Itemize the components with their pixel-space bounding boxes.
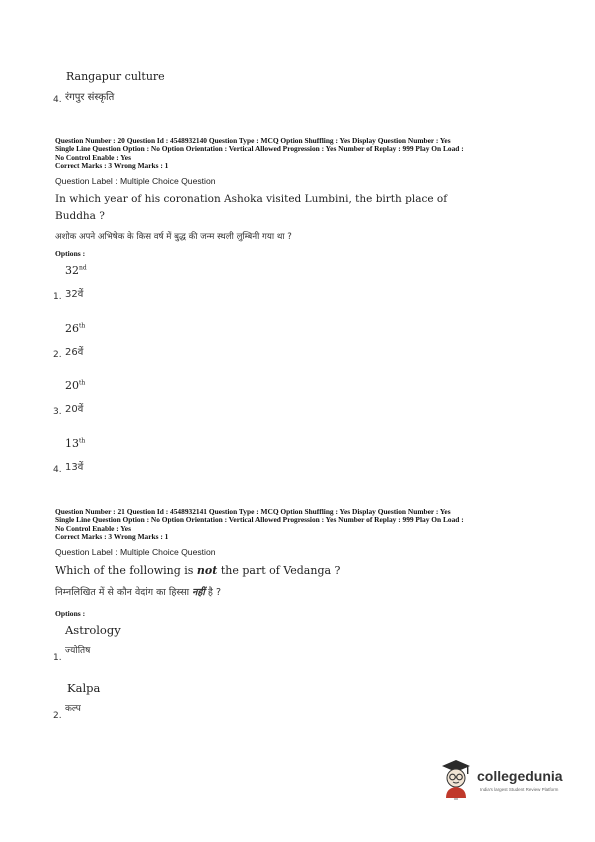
q20-marks: Correct Marks : 3 Wrong Marks : 1 bbox=[55, 161, 169, 171]
q20-option-1-en bbox=[65, 264, 87, 277]
q21-text-en bbox=[55, 562, 340, 579]
q20-text-en-line2: Buddha ? bbox=[55, 210, 105, 222]
collegedunia-logo bbox=[438, 758, 578, 802]
q20-option-3-sup: th bbox=[79, 379, 86, 387]
q20-option-2-hi: 26वें bbox=[65, 347, 84, 358]
q20-option-3-en bbox=[65, 379, 85, 392]
q21-text-hi-post: है ? bbox=[204, 587, 222, 598]
q20-text-en-line1: In which year of his coronation Ashoka visited Lumbini, the birth place of bbox=[55, 193, 448, 205]
q20-option-1-value: 32 bbox=[65, 264, 79, 277]
mascot-icon bbox=[438, 758, 474, 800]
q21-meta-line1: Question Number : 21 Question Id : 4548932141 Question Type : MCQ Option Shuffling : Yes Display Question Number : Yes bbox=[55, 507, 451, 516]
q20-option-3-value: 20 bbox=[65, 379, 79, 392]
q20-option-1-sup: nd bbox=[79, 264, 87, 272]
q21-text-en-emphasis: not bbox=[196, 564, 218, 577]
prev-option-4-en: Rangapur culture bbox=[66, 70, 165, 83]
logo-name: collegedunia bbox=[477, 768, 563, 784]
q20-option-4-sup: th bbox=[79, 437, 86, 445]
q21-label: Question Label : Multiple Choice Question bbox=[55, 547, 216, 557]
q21-text-en-pre: Which of the following is bbox=[55, 564, 197, 577]
q21-options-heading: Options : bbox=[55, 609, 86, 618]
q21-text-hi bbox=[55, 585, 221, 598]
q20-meta bbox=[55, 137, 565, 171]
q20-text-hi: अशोक अपने अभिषेक के किस वर्ष में बुद्ध की जन्म स्थली लुम्बिनी गया था ? bbox=[55, 232, 292, 242]
q21-meta bbox=[55, 508, 565, 542]
q21-text-hi-pre: निम्नलिखित में से कौन वेदांग का हिस्सा bbox=[55, 587, 193, 598]
q20-meta-line1: Question Number : 20 Question Id : 4548932140 Question Type : MCQ Option Shuffling : Yes Display Question Number : Yes bbox=[55, 136, 451, 145]
q20-options-heading: Options : bbox=[55, 249, 86, 258]
q21-option-2-number: 2. bbox=[53, 711, 62, 721]
q21-meta-line2: Single Line Question Option : No Option Orientation : Vertical Allowed Progression : Yes Number of Replay : 999 Play On Load : bbox=[55, 515, 464, 525]
q21-option-2-en: Kalpa bbox=[67, 681, 101, 695]
q20-option-4-value: 13 bbox=[65, 437, 79, 450]
q20-text-en bbox=[55, 191, 447, 225]
q20-option-4-number: 4. bbox=[53, 465, 62, 475]
q21-text-hi-emphasis: नहीं bbox=[192, 587, 205, 598]
prev-option-4-hi: रंगपुर संस्कृति bbox=[65, 92, 115, 103]
q20-option-4-hi: 13वें bbox=[65, 462, 84, 473]
q20-option-2-sup: th bbox=[79, 322, 86, 330]
prev-option-4-number: 4. bbox=[53, 95, 62, 105]
q21-option-1-en: Astrology bbox=[65, 623, 121, 637]
q20-option-2-value: 26 bbox=[65, 322, 79, 335]
q21-option-1-hi: ज्योतिष bbox=[65, 646, 91, 656]
q20-label: Question Label : Multiple Choice Question bbox=[55, 176, 216, 186]
q20-option-1-number: 1. bbox=[53, 292, 62, 302]
q20-option-4-en bbox=[65, 437, 85, 450]
q20-option-3-number: 3. bbox=[53, 407, 62, 417]
q21-meta-line3: No Control Enable : Yes bbox=[55, 523, 131, 533]
logo-tagline: India's largest Student Review Platform bbox=[480, 787, 559, 792]
q20-meta-line2: Single Line Question Option : No Option Orientation : Vertical Allowed Progression : Yes Number of Replay : 999 Play On Load : bbox=[55, 144, 464, 154]
q21-marks: Correct Marks : 3 Wrong Marks : 1 bbox=[55, 532, 169, 542]
q20-option-2-en bbox=[65, 322, 85, 335]
q21-option-1-number: 1. bbox=[53, 653, 62, 663]
q21-text-en-post: the part of Vedanga ? bbox=[217, 564, 341, 577]
q20-option-2-number: 2. bbox=[53, 350, 62, 360]
q20-meta-line3: No Control Enable : Yes bbox=[55, 152, 131, 162]
q20-option-3-hi: 20वें bbox=[65, 404, 84, 415]
q20-option-1-hi: 32वें bbox=[65, 289, 84, 300]
q21-option-2-hi: कल्प bbox=[65, 704, 81, 714]
